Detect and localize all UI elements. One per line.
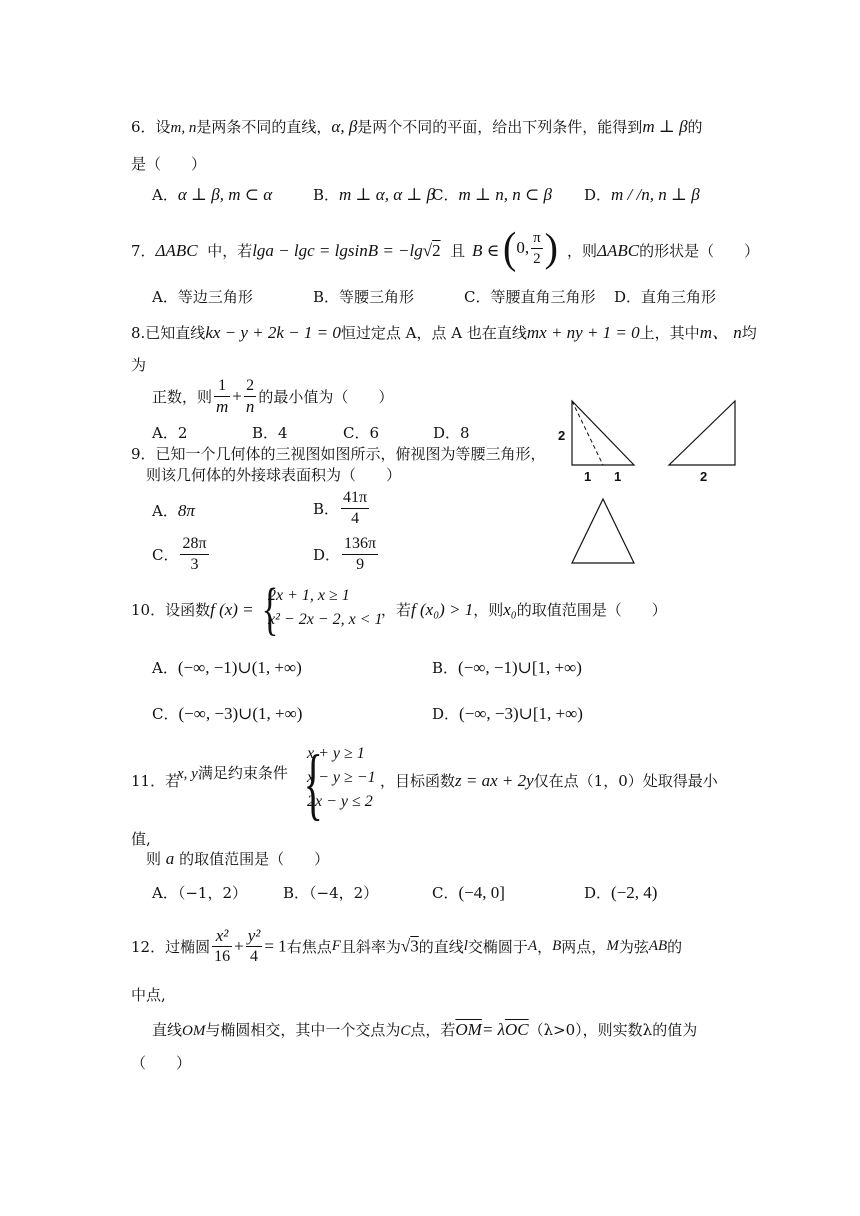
side-view: [669, 401, 735, 484]
q11-option-a: A．（−1，2）: [152, 884, 247, 902]
q10-option-d: D．(−∞, −3)∪[1, +∞): [432, 704, 583, 723]
q6-option-d: D．m / /n, n ⊥ β: [584, 185, 700, 204]
q11-constraint-2: x − y ≥ −1: [307, 769, 376, 786]
q11-brace: {: [303, 740, 323, 828]
front-view-base1-label: 1: [584, 469, 592, 484]
q11-constraint-3: 2x − y ≤ 2: [307, 793, 373, 810]
q7-option-c: C．等腰直角三角形: [464, 288, 596, 306]
q11-stem-lead: 11．若: [131, 772, 181, 790]
q8-stem-line1: 8.已知直线kx − y + 2k − 1 = 0恒过定点 A，点 A 也在直线mx + ny + 1 = 0上，其中m、 n均: [131, 323, 757, 342]
q9-option-c: C． $\frac{28\pi}{3}$: [152, 535, 207, 573]
q10-brace: {: [261, 576, 279, 641]
q8-option-c: C．6: [343, 424, 380, 442]
q11-stem-line3: 则 a 的取值范围是（ ）: [146, 849, 330, 868]
q10-option-c: C．(−∞, −3)∪(1, +∞): [152, 704, 303, 723]
q9-option-b: B． $\frac{41\pi}{4}$: [313, 489, 368, 527]
q12-stem-line3: 直线OM与椭圆相交，其中一个交点为C点，若$\overline{OM}= \lambda\overline{OC}(\lambda>0)$，则实数λ的值为: [152, 1020, 698, 1039]
q9-three-view-figure: [550, 395, 750, 575]
q11-stem-tail: ，目标函数z = ax + 2y仅在点（1，0）处取得最小: [380, 771, 718, 790]
q7-b-range: B ∈: [472, 241, 500, 260]
q6-option-b: B．m ⊥ α, α ⊥ β: [313, 185, 436, 204]
q11-stem-line2: 值,: [131, 830, 151, 848]
q8-option-d: D．8: [433, 424, 470, 442]
q11-option-b: B．（−4，2）: [283, 884, 379, 902]
q11-constraints: [307, 742, 376, 814]
q6-stem-line1: 6．设m, n是两条不同的直线，α, β是两个不同的平面，给出下列条件，能得到m ⊥ β的: [131, 117, 703, 136]
q10-stem-tail: ，若f (x₀) > 1，则x₀的取值范围是（ ）: [381, 600, 667, 619]
front-view-height-label: 2: [558, 428, 566, 443]
q11-option-c: C．(−4, 0]: [432, 883, 505, 902]
top-view: [572, 499, 634, 563]
q6-option-c: C．m ⊥ n, n ⊂ β: [432, 185, 552, 204]
q10-piecewise: [268, 584, 383, 632]
q7-stem-tail: ，则ΔABC的形状是（ ）: [567, 241, 760, 260]
q10-option-b: B．(−∞, −1)∪[1, +∞): [432, 658, 582, 677]
q11-constraint-1: x + y ≥ 1: [307, 745, 365, 762]
q9-option-d: D． $\frac{136\pi}{9}$: [313, 535, 377, 573]
q8-option-b: B．4: [252, 424, 288, 442]
front-view-base2-label: 1: [614, 469, 622, 484]
q10-option-a: A．(−∞, −1)∪(1, +∞): [152, 658, 302, 677]
front-view: [558, 401, 634, 484]
q7-stem: 7．ΔABC 中，若lga − lgc = lgsinB = −lg√2 且: [131, 241, 466, 260]
q12-stem-line4: （ ）: [131, 1054, 192, 1072]
q8-option-a: A．2: [152, 424, 188, 442]
q7-option-b: B．等腰三角形: [313, 288, 415, 306]
q12-stem-line2: 中点,: [131, 986, 166, 1004]
q11-option-d: D．(−2, 4): [584, 883, 658, 902]
q10-stem-lead: 10．设函数f (x) =: [131, 600, 254, 619]
q7-interval: (0, $\frac{\pi}{2}$ ): [503, 222, 558, 273]
q9-stem-line2: 则该几何体的外接球表面积为（ ）: [146, 466, 402, 484]
q6-stem-line2: 是（ ）: [131, 155, 207, 173]
q10-case2: x² − 2x − 2, x < 1: [268, 611, 383, 628]
q7-option-a: A．等边三角形: [152, 288, 253, 306]
q10-case1: 2x + 1, x ≥ 1: [268, 587, 350, 604]
q11-vars: x, y满足约束条件: [177, 764, 288, 782]
q8-stem-line3: 正数，则 $\frac{1}{m}$ + $\frac{2}{n}$ 的最小值为（ ）: [152, 377, 394, 416]
q9-option-a: A．8π: [152, 501, 195, 520]
q6-option-a: A．α ⊥ β, m ⊂ α: [152, 185, 273, 204]
q12-stem-line1: 12．过椭圆 $\frac{\text{x²}}{16}$ + $\frac{\text{y²}}{4}$ = 1右焦点F且斜率为√3的直线l交椭圆于A，B两点，M为弦AB的: [131, 926, 683, 965]
side-view-base-label: 2: [700, 469, 708, 484]
q9-stem-line1: 9．已知一个几何体的三视图如图所示，俯视图为等腰三角形，: [131, 445, 546, 463]
q7-option-d: D．直角三角形: [614, 288, 717, 306]
q8-stem-line2: 为: [131, 356, 147, 374]
